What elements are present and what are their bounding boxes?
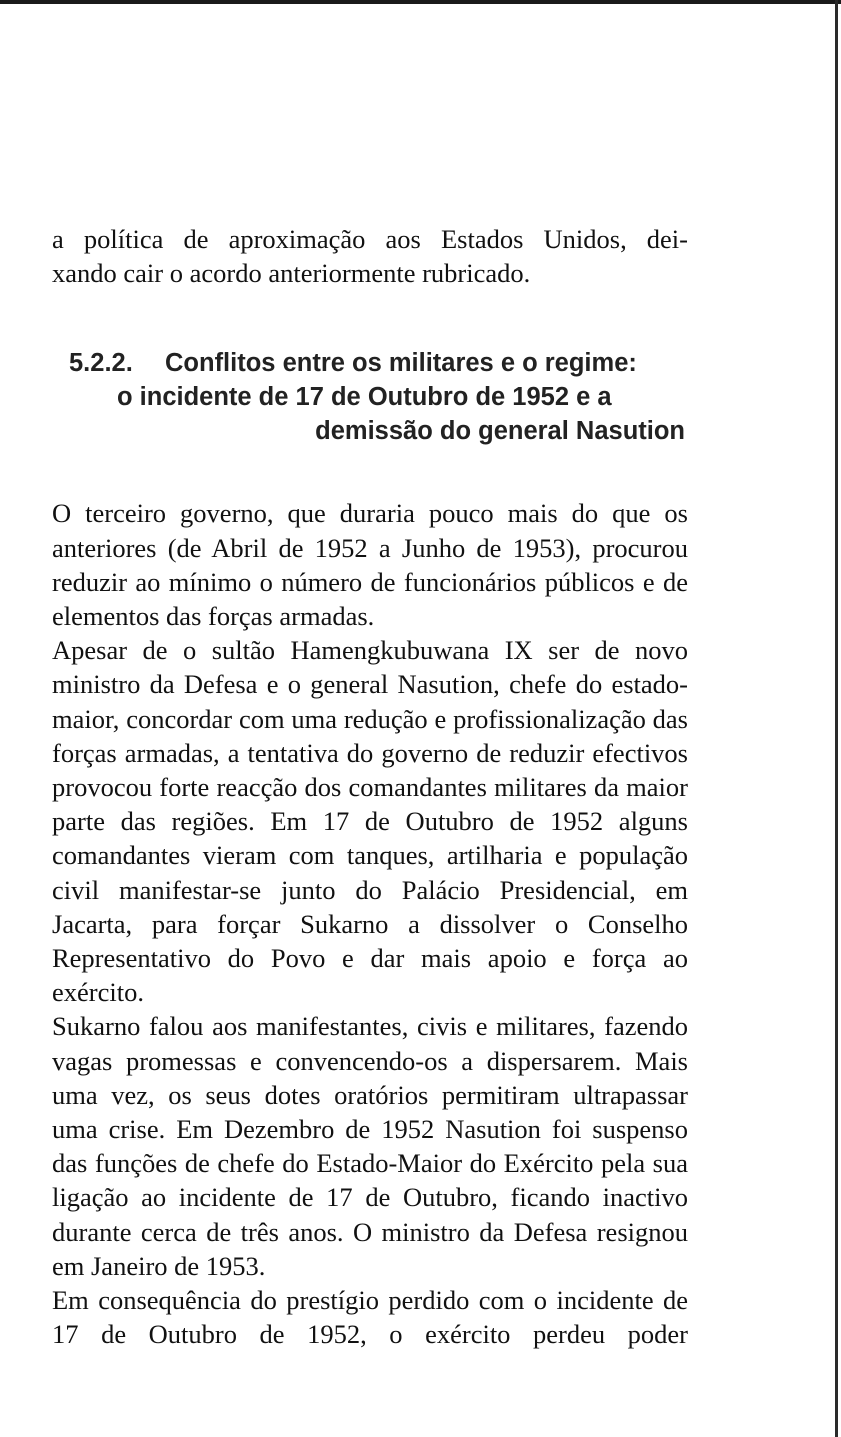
page-right-edge (835, 0, 838, 1437)
paragraph-4: Em consequência do prestígio perdido com o incidente de 17 de Outubro de 1952, o exército perdeu poder (52, 1285, 688, 1350)
section-title-line-1: Conflitos entre os militares e o regime: (165, 349, 637, 378)
section-title-line-2: o incidente de 17 de Outubro de 1952 e a (117, 383, 612, 412)
section-body (52, 496, 688, 1351)
page-top-edge (0, 0, 841, 4)
paragraph-2: Apesar de o sultão Hamengkubuwana IX ser de novo ministro da Defesa e o general Nasution, chefe do estado-maior, concordar com uma redução e profissionalização das forças armadas, a tentativa do governo de reduzir efectivos provocou forte reacção dos comandantes militares da maior parte das regiões. Em 17 de Outubro de 1952 alguns comandantes vieram com tanques, artilharia e população civil manifestar-se junto do Palácio Presidencial, em Jacarta, para forçar Sukarno a dissolver o Conselho Representativo do Povo e dar mais apoio e força ao exército. (52, 635, 688, 1008)
intro-line-2: xando cair o acordo anteriormente rubricado. (52, 258, 531, 289)
intro-paragraph (52, 222, 688, 290)
paragraph-1: O terceiro governo, que duraria pouco mais do que os anteriores (de Abril de 1952 a Junho de 1953), procurou reduzir ao mínimo o número de funcionários públicos e de elementos das forças armadas. (52, 498, 688, 632)
document-page (52, 222, 688, 1351)
intro-line-1: a política de aproximação aos Estados Unidos, dei- (52, 224, 688, 254)
section-heading (69, 346, 688, 448)
section-number: 5.2.2. (69, 349, 133, 378)
section-title-line-3: demissão do general Nasution (315, 417, 685, 446)
paragraph-3: Sukarno falou aos manifestantes, civis e militares, fazendo vagas promessas e convencendo-os a dispersarem. Mais uma vez, os seus dotes oratórios permitiram ultrapassar uma crise. Em Dezembro de 1952 Nasution foi suspenso das funções de chefe do Estado-Maior do Exército pela sua ligação ao incidente de 17 de Outubro, ficando inactivo durante cerca de três anos. O ministro da Defesa resignou em Janeiro de 1953. (52, 1011, 688, 1281)
